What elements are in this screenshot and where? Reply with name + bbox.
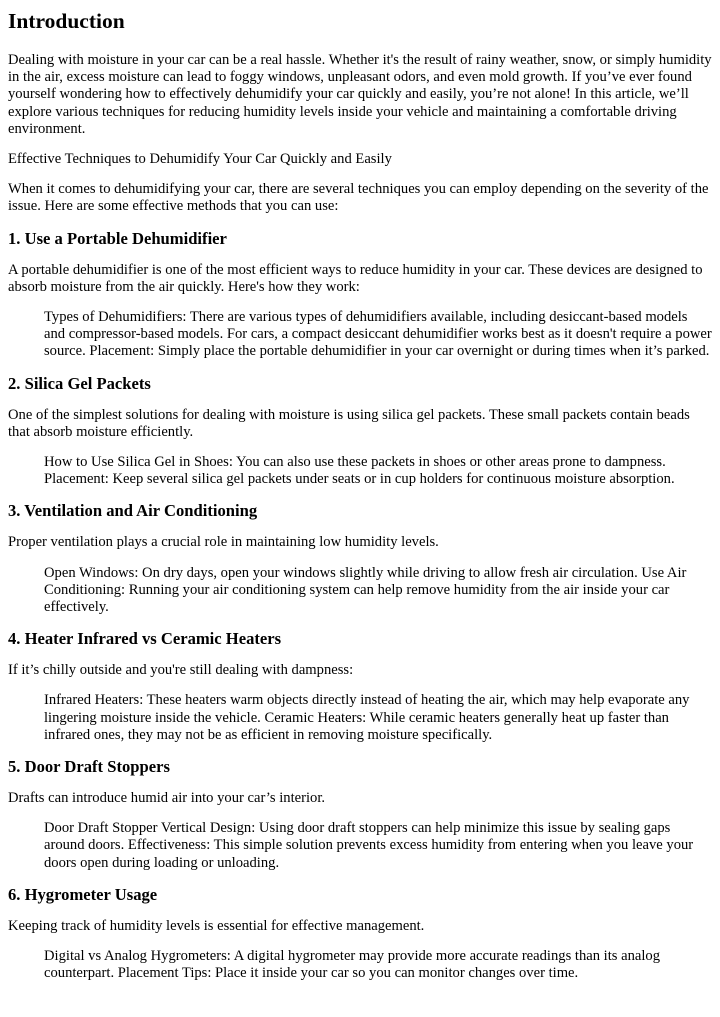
- section-ventilation: [8, 501, 712, 616]
- section-text: One of the simplest solutions for dealing with moisture is using silica gel packets. These small packets contain beads that absorb moisture efficiently.: [8, 406, 690, 440]
- section-draft-stoppers: [8, 757, 712, 872]
- section-quote: Open Windows: On dry days, open your windows slightly while driving to allow fresh air circulation. Use Air Conditioning: Running your air conditioning system can help remove humidity from the air inside your car effectively.: [44, 564, 687, 616]
- section-heading: 2. Silica Gel Packets: [8, 373, 151, 393]
- section-quote: Digital vs Analog Hygrometers: A digital hygrometer may provide more accurate readings than its analog counterpart. Placement Tips: Place it inside your car so you can monitor changes over time.: [44, 948, 661, 982]
- section-text: Drafts can introduce humid air into your car’s interior.: [8, 790, 326, 807]
- section-heading: 6. Hygrometer Usage: [8, 884, 158, 904]
- section-heading: 1. Use a Portable Dehumidifier: [8, 228, 227, 248]
- subtitle-paragraph: Effective Techniques to Dehumidify Your Car Quickly and Easily: [8, 151, 392, 168]
- section-quote: Door Draft Stopper Vertical Design: Using door draft stoppers can help minimize this issue by sealing gaps around doors. Effectiveness: This simple solution prevents excess humidity from entering when you leave your doors open during loading or unloading.: [44, 820, 694, 871]
- intro-paragraph: Dealing with moisture in your car can be a real hassle. Whether it's the result of rainy weather, snow, or simply humidity in the air, excess moisture can lead to foggy windows, unpleasant odors, and even mold growth. If you’ve ever found yourself wondering how to effectively dehumidify your car quickly and easily, you’re not alone! In this article, we’ll explore various techniques for reducing humidity levels inside your vehicle and maintaining a comfortable driving environment.: [8, 52, 712, 137]
- section-heading: 4. Heater Infrared vs Ceramic Heaters: [8, 629, 282, 649]
- section-heaters: [8, 629, 712, 744]
- section-text: Keeping track of humidity levels is essential for effective management.: [8, 917, 425, 934]
- section-portable-dehumidifier: [8, 229, 712, 361]
- section-text: A portable dehumidifier is one of the most efficient ways to reduce humidity in your car. These devices are designed to absorb moisture from the air quickly. Here's how they work:: [8, 261, 703, 295]
- section-text: Proper ventilation plays a crucial role in maintaining low humidity levels.: [8, 534, 439, 551]
- section-quote: Types of Dehumidifiers: There are various types of dehumidifiers available, including desiccant-based models and compressor-based models. For cars, a compact desiccant dehumidifier works best as it doesn't require a power source. Placement: Simply place the portable dehumidifier in your car overnight or during times when it’s parked.: [44, 309, 712, 360]
- section-heading: 3. Ventilation and Air Conditioning: [8, 501, 258, 521]
- section-quote: Infrared Heaters: These heaters warm objects directly instead of heating the air, which may help evaporate any lingering moisture inside the vehicle. Ceramic Heaters: While ceramic heaters generally heat up faster than infrared ones, they may not be as efficient in removing moisture specifically.: [44, 692, 690, 743]
- lead-paragraph: When it comes to dehumidifying your car, there are several techniques you can employ depending on the severity of the issue. Here are some effective methods that you can use:: [8, 181, 709, 215]
- page-title: Introduction: [8, 9, 125, 33]
- section-quote: How to Use Silica Gel in Shoes: You can also use these packets in shoes or other areas prone to dampness. Placement: Keep several silica gel packets under seats or in cup holders for continuous moisture absorption.: [44, 454, 675, 488]
- section-heading: 5. Door Draft Stoppers: [8, 757, 170, 777]
- section-text: If it’s chilly outside and you're still dealing with dampness:: [8, 662, 354, 679]
- section-silica-gel: [8, 374, 712, 489]
- section-hygrometer: [8, 885, 712, 983]
